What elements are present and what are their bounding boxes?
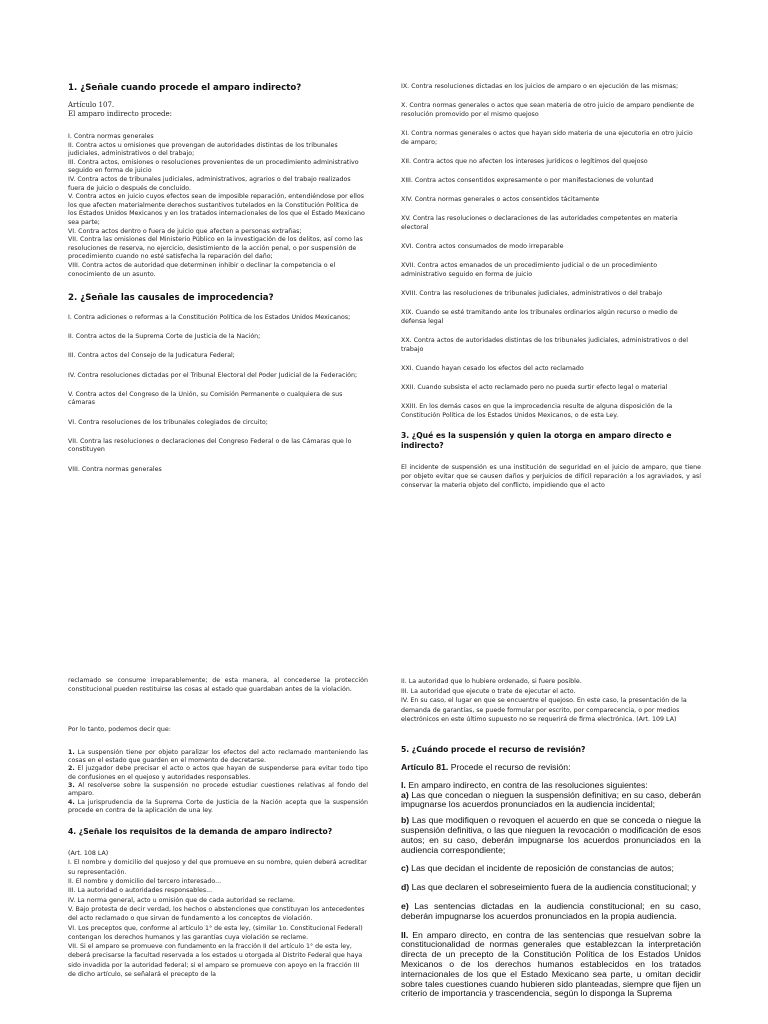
q5-section-2: II. En amparo directo, en contra de las sentencias que resuelvan sobre la constitucionalidad de normas generales que establezcan la interpretación directa de un precepto de la Constitución Política de los Estados Unidos Mexicanos o de los derechos humanos establecidos en los tratados internacionales de los que el Estado Mexicano sea parte, u omitan decidir sobre tales cuestiones cuando hubieren sido planteadas, siempre que fijen un criterio de importancia y trascendencia, según lo disponga la Suprema xyxy=(401,929,701,999)
list-item: XV. Contra las resoluciones o declaraciones de las autoridades competentes en materia electoral xyxy=(401,215,678,231)
list-item: XVII. Contra actos emanados de un procedimiento judicial o de un procedimiento administrativo seguido en forma de juicio xyxy=(401,262,658,278)
list-item: VIII. Contra actos de autoridad que determinen inhibir o declinar la competencia o el conocimiento de un asunto. xyxy=(68,261,336,278)
q1-article: Artículo 107. xyxy=(68,101,115,109)
list-item: IV. Contra actos de tribunales judiciales, administrativos, agrarios o del trabajo realizados fuera de juicio o después de concluido. xyxy=(68,175,351,192)
list-item: XXI. Cuando hayan cesado los efectos del acto reclamado xyxy=(401,364,584,372)
q1-heading: 1. ¿Señale cuando procede el amparo indirecto? xyxy=(68,83,302,93)
list-item: IV. En su caso, el lugar en que se encuentre el quejoso. En este caso, la presentación de la demanda de garantías, se puede formular por escrito, por comparecencia, o por medios electrónicos en este último supuesto no se requerirá de firma electrónica. (Art. 109 LA) xyxy=(401,697,687,724)
q5-article: Artículo 81. Procede el recurso de revisión: xyxy=(401,761,571,772)
list-item: XIII. Contra actos consentidos expresamente o por manifestaciones de voluntad xyxy=(401,176,654,184)
q4-list xyxy=(68,849,368,979)
q4-list-continued xyxy=(401,677,701,725)
list-item: IX. Contra resoluciones dictadas en los juicios de amparo o en ejecución de las mismas; xyxy=(401,83,679,90)
q4-heading: 4. ¿Señale los requisitos de la demanda de amparo indirecto? xyxy=(68,827,333,837)
q3-paragraph-continued: reclamado se consume irreparablemente; de esta manera, al concederse la protección constitucional pueden restituirse las cosas al estado que guardaban antes de la violación. xyxy=(68,677,368,693)
bottom-left-column xyxy=(68,677,368,979)
q2-list-continued xyxy=(401,83,701,420)
q2-heading: 2. ¿Señale las causales de improcedencia? xyxy=(68,293,274,304)
list-item: V. Contra actos del Congreso de la Unión, su Comisión Permanente o cualquiera de sus cámaras xyxy=(68,390,343,407)
q2-list xyxy=(68,314,368,474)
list-item: 1. La suspensión tiene por objeto paralizar los efectos del acto reclamado manteniendo las cosas en el estado que guarden en el momento de decretarse. xyxy=(68,748,368,765)
list-item: b) Las que modifiquen o revoquen el acuerdo en que se conceda o niegue la suspensión definitiva, o las que nieguen la revocación o modificación de esos autos; en su caso, deberán impugnarse los acuerdos pronunciados en la audiencia correspondiente; xyxy=(401,815,701,855)
list-item: IV. La norma general, acto u omisión que de cada autoridad se reclame. xyxy=(68,896,296,904)
q3-lead: Por lo tanto, podemos decir que: xyxy=(68,726,171,734)
list-item: II. El nombre y domicilio del tercero interesado... xyxy=(68,878,222,886)
list-item: VI. Contra actos dentro o fuera de juicio que afecten a personas extrañas; xyxy=(68,227,302,235)
q3-heading: 3. ¿Qué es la suspensión y quien la otorga en amparo directo e indirecto? xyxy=(401,430,672,450)
list-item: 2. El juzgador debe precisar el acto o actos que hayan de suspenderse para evitar todo tipo de confusiones en el quejoso y autoridades responsables. xyxy=(68,765,368,781)
q1-intro: El amparo indirecto procede: xyxy=(68,110,173,118)
list-item: XVI. Contra actos consumados de modo irreparable xyxy=(401,243,564,251)
list-item: XIX. Cuando se esté tramitando ante los tribunales ordinarios algún recurso o medio de defensa legal xyxy=(401,309,678,325)
list-item: VII. Contra las resoluciones o declaraciones del Congreso Federal o de las Cámaras que lo constituyen xyxy=(68,437,352,454)
list-item: 4. La jurisprudencia de la Suprema Corte de Justicia de la Nación acepta que la suspensión procede en contra de la aplicación de una ley. xyxy=(68,798,368,814)
q4-ref: (Art. 108 LA) xyxy=(68,850,109,858)
list-item: c) Las que decidan el incidente de reposición de constancias de autos; xyxy=(401,863,674,874)
list-item: V. Contra actos en juicio cuyos efectos sean de imposible reparación, entendiéndose por ellos los que afecten materialmente derechos sustantivos tutelados en la Constitución Política de los Estados Unidos Mexicanos y en los tratados internacionales de los que el Estado Mexicano sea parte; xyxy=(68,193,365,226)
top-left-column xyxy=(68,83,368,485)
list-item: II. Contra actos de la Suprema Corte de Justicia de la Nación; xyxy=(68,333,261,341)
list-item: 3. Al resolverse sobre la suspensión no procede estudiar cuestiones relativas al fondo del amparo. xyxy=(68,781,368,798)
list-item: III. La autoridad o autoridades responsables... xyxy=(68,887,213,895)
top-right-column xyxy=(401,83,701,490)
list-item: II. Contra actos u omisiones que provengan de autoridades distintas de los tribunales judiciales, administrativos o del trabajo; xyxy=(68,141,338,158)
list-item: X. Contra normas generales o actos que sean materia de otro juicio de amparo pendiente de resolución promovido por el mismo quejoso xyxy=(401,102,695,118)
q1-list xyxy=(68,133,368,279)
list-item: V. Bajo protesta de decir verdad, los hechos o abstenciones que constituyan los antecedentes del acto reclamado o que sirvan de fundamento a los conceptos de violación. xyxy=(68,905,365,923)
list-item: II. La autoridad que lo hubiere ordenado, si fuere posible. xyxy=(401,678,582,685)
list-item: e) Las sentencias dictadas en la audiencia constitucional; en su caso, deberán impugnarse los acuerdos pronunciados en la propia audiencia. xyxy=(401,900,701,921)
list-item: I. Contra adiciones o reformas a la Constitución Política de los Estados Unidos Mexicanos; xyxy=(68,314,351,322)
list-item: VI. Contra resoluciones de los tribunales colegiados de circuito; xyxy=(68,418,268,426)
list-item: VIII. Contra normas generales xyxy=(68,465,162,473)
bottom-right-column xyxy=(401,677,701,999)
list-item: III. Contra actos, omisiones o resoluciones provenientes de un procedimiento administrativo seguido en forma de juicio xyxy=(68,158,359,175)
list-item: XXII. Cuando subsista el acto reclamado pero no pueda surtir efecto legal o material xyxy=(401,384,668,391)
q3-paragraph: El incidente de suspensión es una institución de seguridad en el juicio de amparo, que tiene por objeto evitar que se causen daños y perjuicios de difícil reparación a los agraviados, y así conservar la materia objeto del conflicto, impidiendo que el acto xyxy=(401,463,701,489)
list-item: d) Las que declaren el sobreseimiento fuera de la audiencia constitucional; y xyxy=(401,882,697,893)
list-item: III. Contra actos del Consejo de la Judicatura Federal; xyxy=(68,352,235,360)
list-item: XII. Contra actos que no afecten los intereses jurídicos o legítimos del quejoso xyxy=(401,157,648,165)
list-item: I. El nombre y domicilio del quejoso y del que promueve en su nombre, quien deberá acreditar su representación. xyxy=(68,859,367,876)
q5-section-1: I. En amparo indirecto, en contra de las resoluciones siguientes: xyxy=(401,779,648,790)
list-item: IV. Contra resoluciones dictadas por el Tribunal Electoral del Poder Judicial de la Federación; xyxy=(68,371,358,379)
list-item: VI. Los preceptos que, conforme al artículo 1° de esta ley, (similar 1o. Constitucional Federal) contengan los derechos humanos y las garantías cuya violación se reclame. xyxy=(68,924,363,941)
list-item: XI. Contra normas generales o actos que hayan sido materia de una ejecutoria en otro juicio de amparo; xyxy=(401,129,693,146)
list-item: XXIII. En los demás casos en que la improcedencia resulte de alguna disposición de la Constitución Política de los Estados Unidos Mexicanos, o de esta Ley. xyxy=(401,403,673,419)
list-item: a) Las que concedan o nieguen la suspensión definitiva; en su caso, deberán impugnarse los acuerdos pronunciados en la audiencia incidental; xyxy=(401,789,701,810)
list-item: XX. Contra actos de autoridades distintas de los tribunales judiciales, administrativos o del trabajo xyxy=(401,337,688,353)
list-item: VII. Si el amparo se promueve con fundamento en la fracción II del artículo 1° de esta ley, deberá precisarse la facultad reservada a los estados u otorgada al Distrito Federal que haya sido invadida por la autoridad federal; si el amparo se promueve con apoyo en la fracción III de dicho artículo, se señalará el precepto de la xyxy=(68,943,363,979)
list-item: VII. Contra las omisiones del Ministerio Público en la investigación de los delitos, así como las resoluciones de reserva, no ejercicio, desistimiento de la acción penal, o por suspensión de procedimiento cuando no esté satisfecha la reparación del daño; xyxy=(68,236,363,261)
list-item: XIV. Contra normas generales o actos consentidos tácitamente xyxy=(401,196,600,204)
list-item: XVIII. Contra las resoluciones de tribunales judiciales, administrativos o del trabajo xyxy=(401,290,663,298)
list-item: I. Contra normas generales xyxy=(68,133,154,140)
q5-heading: 5. ¿Cuándo procede el recurso de revisión? xyxy=(401,744,586,754)
list-item: III. La autoridad que ejecute o trate de ejecutar el acto. xyxy=(401,687,576,695)
q3-points xyxy=(68,749,368,815)
